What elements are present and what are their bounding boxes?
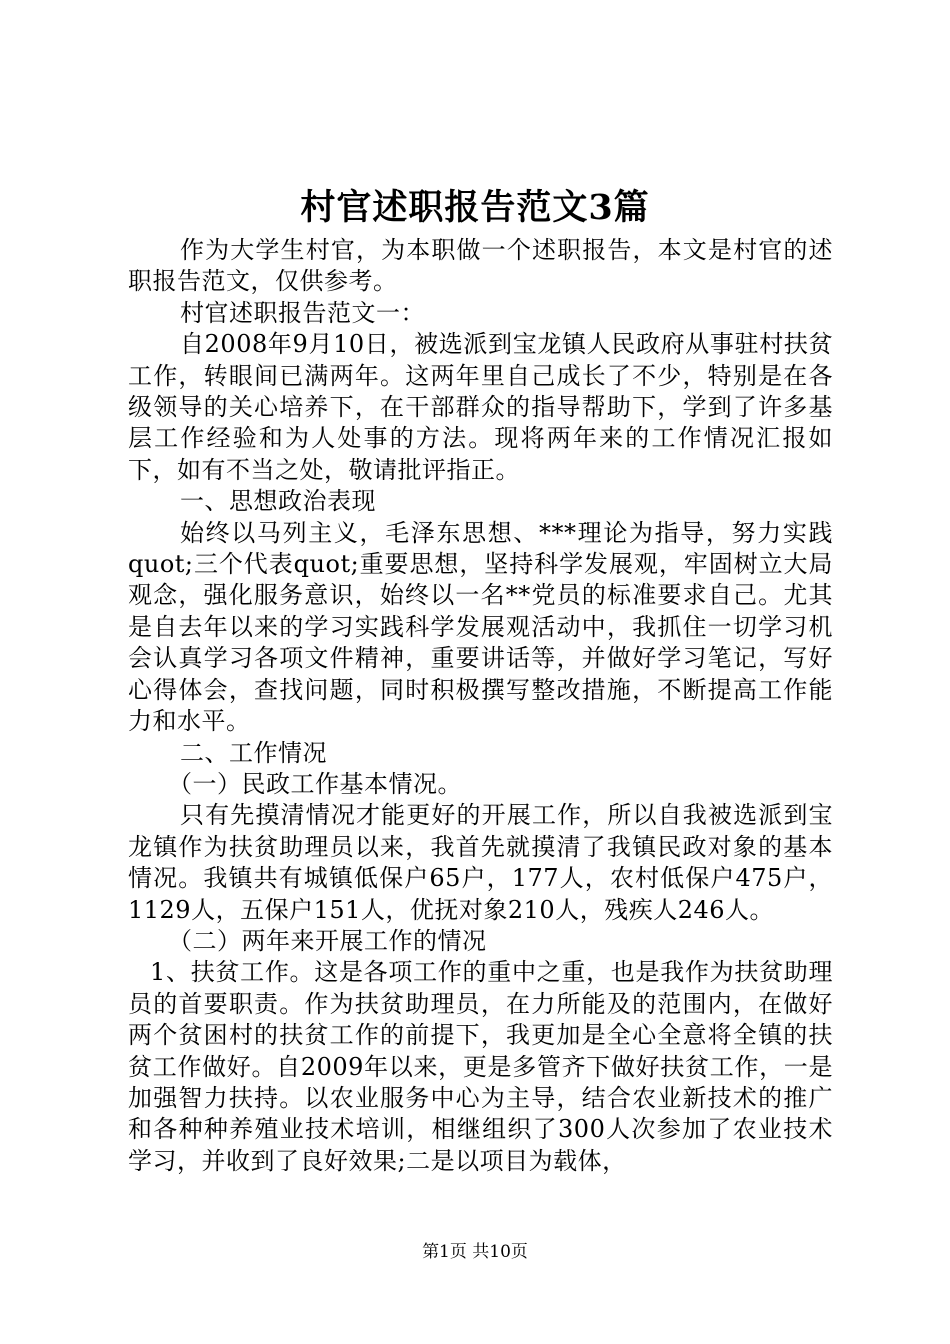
body-paragraph: 只有先摸清情况才能更好的开展工作，所以自我被选派到宝龙镇作为扶贫助理员以来，我首先就摸清了我镇民政对象的基本情况。我镇共有城镇低保户65户，177人，农村低保户475户，1129人，五保户151人，优抚对象210人，残疾人246人。 [128, 801, 833, 924]
body-paragraph: 自2008年9月10日，被选派到宝龙镇人民政府从事驻村扶贫工作，转眼间已满两年。这两年里自己成长了不少，特别是在各级领导的关心培养下，在干部群众的指导帮助下，学到了许多基层工作经验和为人处事的方法。现将两年来的工作情况汇报如下，如有不当之处，敬请批评指正。 [128, 330, 833, 484]
intro-paragraph: 作为大学生村官，为本职做一个述职报告，本文是村官的述职报告范文，仅供参考。 [128, 236, 833, 296]
page-footer: 第1页 共10页 [422, 1242, 528, 1262]
section-heading: 二、工作情况 [180, 738, 327, 767]
document-title: 村官述职报告范文3篇 [300, 187, 650, 228]
document-body [128, 235, 833, 1177]
section-heading-sample-one: 村官述职报告范文一： [180, 298, 425, 327]
subsection-heading: （二）两年来开展工作的情况 [168, 926, 487, 955]
body-paragraph: 1、扶贫工作。这是各项工作的重中之重，也是我作为扶贫助理员的首要职责。作为扶贫助理员，在力所能及的范围内，在做好两个贫困村的扶贫工作的前提下，我更加是全心全意将全镇的扶贫工作做好。自2009年以来，更是多管齐下做好扶贫工作，一是加强智力扶持。以农业服务中心为主导，结合农业新技术的推广和各种种养殖业技术培训，相继组织了300人次参加了农业技术学习，并收到了良好效果;二是以项目为载体， [128, 958, 833, 1175]
subsection-heading: （一）民政工作基本情况。 [168, 769, 462, 798]
section-heading: 一、思想政治表现 [180, 487, 376, 516]
body-paragraph: 始终以马列主义，毛泽东思想、***理论为指导，努力实践quot;三个代表quot;重要思想，坚持科学发展观，牢固树立大局观念，强化服务意识，始终以一名**党员的标准要求自己。尤其是自去年以来的学习实践科学发展观活动中，我抓住一切学习机会认真学习各项文件精神，重要讲话等，并做好学习笔记，写好心得体会，查找问题，同时积极撰写整改措施，不断提高工作能力和水平。 [128, 518, 833, 736]
